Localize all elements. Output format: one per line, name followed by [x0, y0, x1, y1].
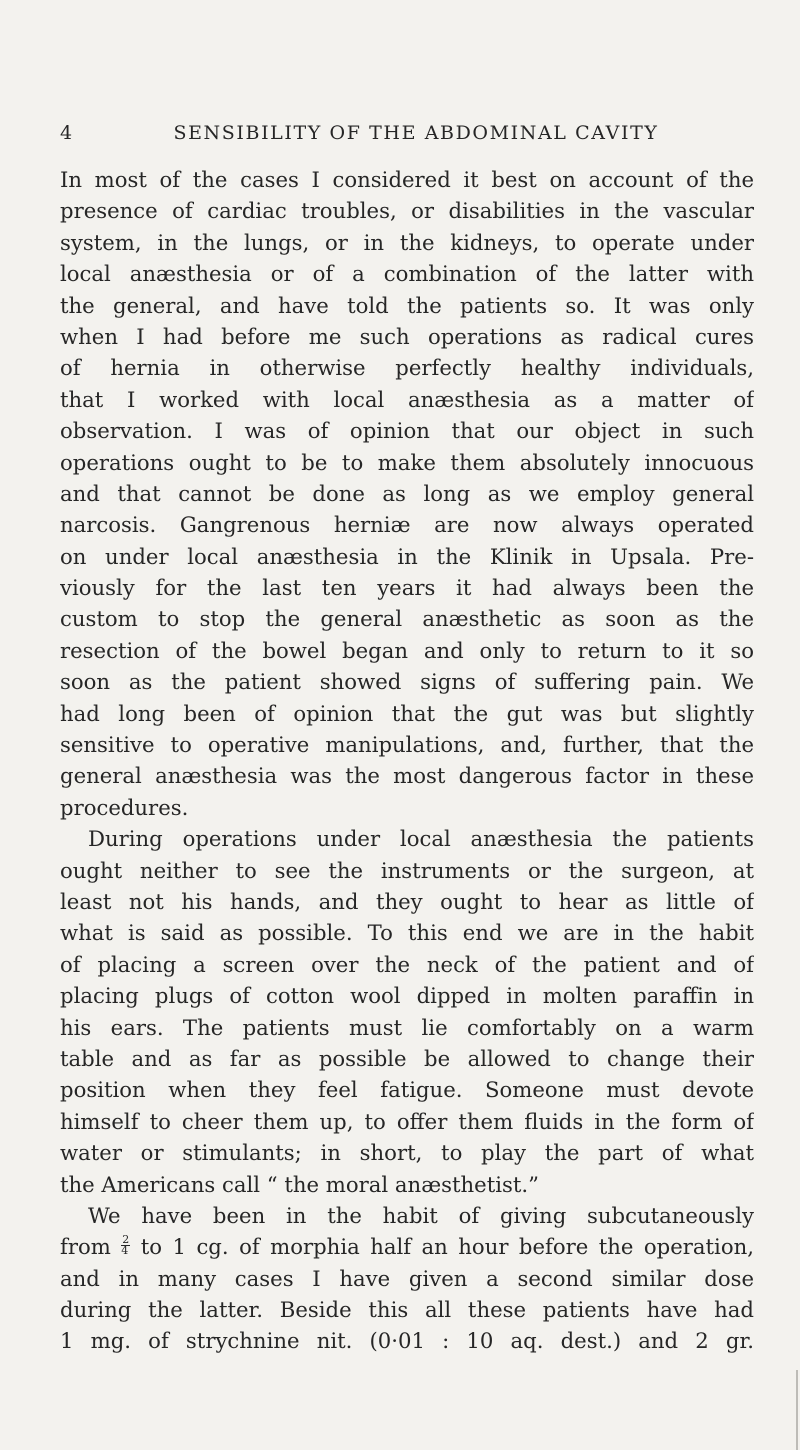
text-line: ought neither to see the instruments or the surgeon, at	[60, 857, 754, 883]
text-line: water or stimulants; in short, to play the part of what	[60, 1140, 754, 1166]
text-line: on under local anæsthesia in the Klinik in Upsala. Pre-	[60, 543, 754, 569]
fraction	[121, 1235, 130, 1256]
text-line: sensitive to operative manipulations, and, further, that the	[60, 732, 754, 758]
text-line: procedures.	[60, 794, 189, 820]
text-line: general anæsthesia was the most dangerous factor in these	[60, 763, 754, 789]
text-line: narcosis. Gangrenous herniæ are now always operated	[60, 512, 754, 538]
text-line: the Americans call “ the moral anæsthetist.”	[60, 1171, 539, 1197]
text-line: and in many cases I have given a second similar dose	[60, 1265, 754, 1291]
page-edge-shadow	[796, 1370, 798, 1450]
text-line: operations ought to be to make them absolutely innocuous	[60, 449, 754, 475]
text-line: resection of the bowel began and only to return to it so	[60, 637, 754, 663]
text-line: that I worked with local anæsthesia as a matter of	[60, 386, 754, 412]
text-line: table and as far as possible be allowed to change their	[60, 1045, 754, 1071]
text-line: soon as the patient showed signs of suffering pain. We	[60, 669, 754, 695]
page-header	[60, 118, 760, 148]
text-line: observation. I was of opinion that our object in such	[60, 418, 754, 444]
text-line: of hernia in otherwise perfectly healthy individuals,	[60, 355, 754, 381]
text-line: placing plugs of cotton wool dipped in molten paraffin in	[60, 983, 754, 1009]
text-line: when I had before me such operations as radical cures	[60, 323, 754, 349]
text-line: of placing a screen over the neck of the patient and of	[60, 951, 754, 977]
fraction-text-line	[60, 1231, 754, 1262]
text-line: presence of cardiac troubles, or disabilities in the vascular	[60, 198, 754, 224]
text-line: himself to cheer them up, to offer them fluids in the form of	[60, 1108, 754, 1134]
text-line: local anæsthesia or of a combination of the latter with	[60, 261, 754, 287]
paragraph-start-line: We have been in the habit of giving subcutaneously	[88, 1202, 754, 1228]
page-number: 4	[60, 122, 74, 144]
running-head: SENSIBILITY OF THE ABDOMINAL CAVITY	[173, 122, 659, 144]
text-line: system, in the lungs, or in the kidneys, to operate under	[60, 229, 754, 255]
text-line: In most of the cases I considered it best on account of the	[60, 167, 754, 192]
text-line: position when they feel fatigue. Someone must devote	[60, 1077, 754, 1103]
text-line: during the latter. Beside this all these patients have had	[60, 1297, 754, 1323]
fraction-numerator: 2	[122, 1233, 130, 1247]
fraction-line-after: to 1 cg. of morphia half an hour before the operation,	[140, 1234, 754, 1260]
text-line: custom to stop the general anæsthetic as soon as the	[60, 606, 754, 632]
paragraph-start-line: During operations under local anæsthesia the patients	[88, 826, 754, 852]
text-line: viously for the last ten years it had always been the	[60, 575, 754, 601]
body-text	[60, 164, 754, 1357]
fraction-line-before: from	[60, 1234, 111, 1260]
text-line: least not his hands, and they ought to hear as little of	[60, 888, 754, 914]
text-line: 1 mg. of strychnine nit. (0·01 : 10 aq. dest.) and 2 gr.	[60, 1328, 754, 1354]
text-line: had long been of opinion that the gut was but slightly	[60, 700, 754, 726]
text-line: what is said as possible. To this end we are in the habit	[60, 920, 754, 946]
text-line: and that cannot be done as long as we employ general	[60, 480, 754, 506]
text-line: the general, and have told the patients so. It was only	[60, 292, 754, 318]
fraction-denominator: 4	[121, 1244, 129, 1258]
text-line: his ears. The patients must lie comfortably on a warm	[60, 1014, 754, 1040]
